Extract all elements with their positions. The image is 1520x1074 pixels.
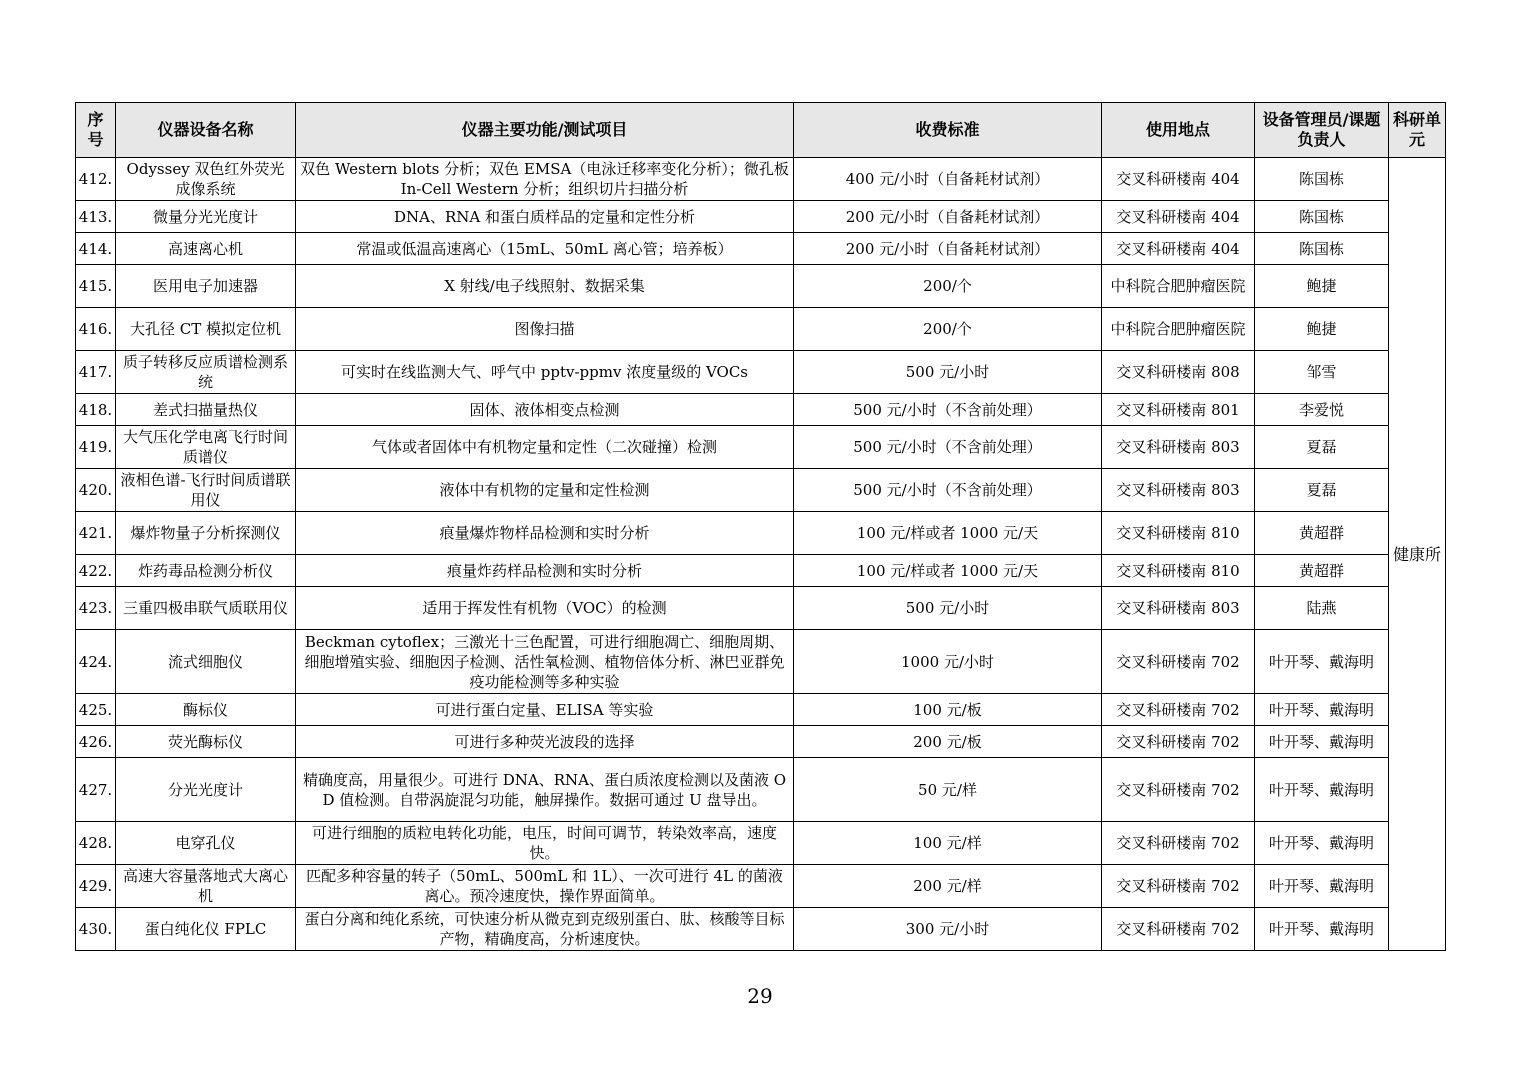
row-manager: 陈国栋 [1255,201,1389,233]
row-name: 质子转移反应质谱检测系统 [116,351,296,394]
row-function: 适用于挥发性有机物（VOC）的检测 [296,587,794,630]
header-function: 仪器主要功能/测试项目 [296,103,794,158]
row-function: 液体中有机物的定量和定性检测 [296,469,794,512]
row-location: 交叉科研楼南 702 [1102,630,1255,694]
row-index: 421. [76,512,116,555]
row-fee: 500 元/小时（不含前处理） [794,426,1102,469]
row-location: 交叉科研楼南 702 [1102,694,1255,726]
row-location: 交叉科研楼南 803 [1102,587,1255,630]
row-index: 425. [76,694,116,726]
row-index: 414. [76,233,116,265]
table-row [76,726,1446,758]
page-number: 29 [747,984,773,1008]
row-fee: 500 元/小时（不含前处理） [794,469,1102,512]
row-name: 大孔径 CT 模拟定位机 [116,308,296,351]
header-unit: 科研单元 [1389,103,1446,158]
row-index: 427. [76,758,116,822]
row-function: 可进行蛋白定量、ELISA 等实验 [296,694,794,726]
row-index: 428. [76,822,116,865]
row-location: 交叉科研楼南 404 [1102,158,1255,201]
row-fee: 200/个 [794,308,1102,351]
row-fee: 1000 元/小时 [794,630,1102,694]
row-location: 交叉科研楼南 810 [1102,555,1255,587]
row-manager: 陈国栋 [1255,158,1389,201]
row-name: 荧光酶标仪 [116,726,296,758]
table-body [76,158,1446,951]
row-name: Odyssey 双色红外荧光成像系统 [116,158,296,201]
research-unit-cell: 健康所 [1389,158,1446,951]
row-location: 交叉科研楼南 803 [1102,426,1255,469]
row-index: 415. [76,265,116,308]
row-manager: 陈国栋 [1255,233,1389,265]
row-location: 交叉科研楼南 803 [1102,469,1255,512]
header-location: 使用地点 [1102,103,1255,158]
table-row [76,630,1446,694]
row-manager: 李爱悦 [1255,394,1389,426]
row-location: 交叉科研楼南 404 [1102,233,1255,265]
row-name: 电穿孔仪 [116,822,296,865]
row-function: 常温或低温高速离心（15mL、50mL 离心管；培养板） [296,233,794,265]
row-index: 422. [76,555,116,587]
row-fee: 100 元/样或者 1000 元/天 [794,555,1102,587]
row-function: DNA、RNA 和蛋白质样品的定量和定性分析 [296,201,794,233]
row-manager: 叶开琴、戴海明 [1255,694,1389,726]
row-function: 痕量炸药样品检测和实时分析 [296,555,794,587]
row-name: 蛋白纯化仪 FPLC [116,908,296,951]
row-function: 双色 Western blots 分析；双色 EMSA（电泳迁移率变化分析）；微孔板 In-Cell Western 分析；组织切片扫描分析 [296,158,794,201]
row-fee: 50 元/样 [794,758,1102,822]
row-index: 412. [76,158,116,201]
table-row [76,555,1446,587]
table-row [76,308,1446,351]
row-function: 匹配多种容量的转子（50mL、500mL 和 1L）、一次可进行 4L 的菌液离心。预冷速度快，操作界面简单。 [296,865,794,908]
row-name: 三重四极串联气质联用仪 [116,587,296,630]
row-function: Beckman cytoflex；三激光十三色配置，可进行细胞凋亡、细胞周期、细胞增殖实验、细胞因子检测、活性氧检测、植物倍体分析、淋巴亚群免疫功能检测等多种实验 [296,630,794,694]
row-fee: 200 元/板 [794,726,1102,758]
table-row [76,587,1446,630]
table-row [76,469,1446,512]
header-index: 序号 [76,103,116,158]
row-name: 微量分光光度计 [116,201,296,233]
row-manager: 叶开琴、戴海明 [1255,822,1389,865]
row-index: 418. [76,394,116,426]
row-name: 液相色谱-飞行时间质谱联用仪 [116,469,296,512]
table-row [76,512,1446,555]
row-name: 爆炸物量子分析探测仪 [116,512,296,555]
row-manager: 叶开琴、戴海明 [1255,726,1389,758]
row-name: 差式扫描量热仪 [116,394,296,426]
row-function: 固体、液体相变点检测 [296,394,794,426]
row-location: 交叉科研楼南 808 [1102,351,1255,394]
row-function: 精确度高，用量很少。可进行 DNA、RNA、蛋白质浓度检测以及菌液 OD 值检测。自带涡旋混匀功能，触屏操作。数据可通过 U 盘导出。 [296,758,794,822]
row-name: 炸药毒品检测分析仪 [116,555,296,587]
header-fee: 收费标准 [794,103,1102,158]
row-fee: 200 元/样 [794,865,1102,908]
row-function: 气体或者固体中有机物定量和定性（二次碰撞）检测 [296,426,794,469]
row-location: 交叉科研楼南 702 [1102,726,1255,758]
row-location: 交叉科研楼南 810 [1102,512,1255,555]
row-function: 蛋白分离和纯化系统，可快速分析从微克到克级别蛋白、肽、核酸等目标产物，精确度高，分析速度快。 [296,908,794,951]
row-manager: 叶开琴、戴海明 [1255,908,1389,951]
row-function: 可进行细胞的质粒电转化功能，电压，时间可调节，转染效率高，速度快。 [296,822,794,865]
row-manager: 陆燕 [1255,587,1389,630]
header-manager: 设备管理员/课题负责人 [1255,103,1389,158]
row-manager: 叶开琴、戴海明 [1255,758,1389,822]
row-index: 420. [76,469,116,512]
row-function: 可进行多种荧光波段的选择 [296,726,794,758]
row-index: 417. [76,351,116,394]
row-index: 424. [76,630,116,694]
row-fee: 400 元/小时（自备耗材试剂） [794,158,1102,201]
table-row [76,865,1446,908]
row-fee: 200 元/小时（自备耗材试剂） [794,201,1102,233]
row-manager: 黄超群 [1255,555,1389,587]
table-row [76,233,1446,265]
row-manager: 叶开琴、戴海明 [1255,630,1389,694]
row-location: 交叉科研楼南 702 [1102,822,1255,865]
row-index: 423. [76,587,116,630]
table-header-row [76,103,1446,158]
row-fee: 500 元/小时 [794,351,1102,394]
table-row [76,908,1446,951]
row-manager: 叶开琴、戴海明 [1255,865,1389,908]
row-index: 419. [76,426,116,469]
row-name: 分光光度计 [116,758,296,822]
equipment-table [75,102,1446,951]
table-row [76,758,1446,822]
row-manager: 夏磊 [1255,426,1389,469]
table-row [76,351,1446,394]
row-manager: 黄超群 [1255,512,1389,555]
row-location: 交叉科研楼南 404 [1102,201,1255,233]
row-location: 交叉科研楼南 801 [1102,394,1255,426]
row-index: 426. [76,726,116,758]
table-row [76,694,1446,726]
row-name: 酶标仪 [116,694,296,726]
row-fee: 100 元/板 [794,694,1102,726]
row-index: 430. [76,908,116,951]
row-location: 交叉科研楼南 702 [1102,865,1255,908]
row-index: 429. [76,865,116,908]
row-name: 医用电子加速器 [116,265,296,308]
row-location: 中科院合肥肿瘤医院 [1102,265,1255,308]
row-fee: 300 元/小时 [794,908,1102,951]
row-function: X 射线/电子线照射、数据采集 [296,265,794,308]
row-manager: 鲍捷 [1255,308,1389,351]
table-row [76,265,1446,308]
table-row [76,822,1446,865]
row-fee: 200/个 [794,265,1102,308]
row-name: 高速离心机 [116,233,296,265]
row-name: 大气压化学电离飞行时间质谱仪 [116,426,296,469]
row-location: 中科院合肥肿瘤医院 [1102,308,1255,351]
row-function: 痕量爆炸物样品检测和实时分析 [296,512,794,555]
header-name: 仪器设备名称 [116,103,296,158]
row-name: 流式细胞仪 [116,630,296,694]
table-row [76,394,1446,426]
table-row [76,158,1446,201]
row-fee: 100 元/样或者 1000 元/天 [794,512,1102,555]
row-index: 416. [76,308,116,351]
row-fee: 500 元/小时（不含前处理） [794,394,1102,426]
row-name: 高速大容量落地式大离心机 [116,865,296,908]
row-fee: 500 元/小时 [794,587,1102,630]
table-row [76,201,1446,233]
row-fee: 100 元/样 [794,822,1102,865]
row-location: 交叉科研楼南 702 [1102,758,1255,822]
row-location: 交叉科研楼南 702 [1102,908,1255,951]
table-row [76,426,1446,469]
row-manager: 夏磊 [1255,469,1389,512]
row-index: 413. [76,201,116,233]
row-function: 可实时在线监测大气、呼气中 pptv-ppmv 浓度量级的 VOCs [296,351,794,394]
row-fee: 200 元/小时（自备耗材试剂） [794,233,1102,265]
row-manager: 邹雪 [1255,351,1389,394]
row-manager: 鲍捷 [1255,265,1389,308]
row-function: 图像扫描 [296,308,794,351]
